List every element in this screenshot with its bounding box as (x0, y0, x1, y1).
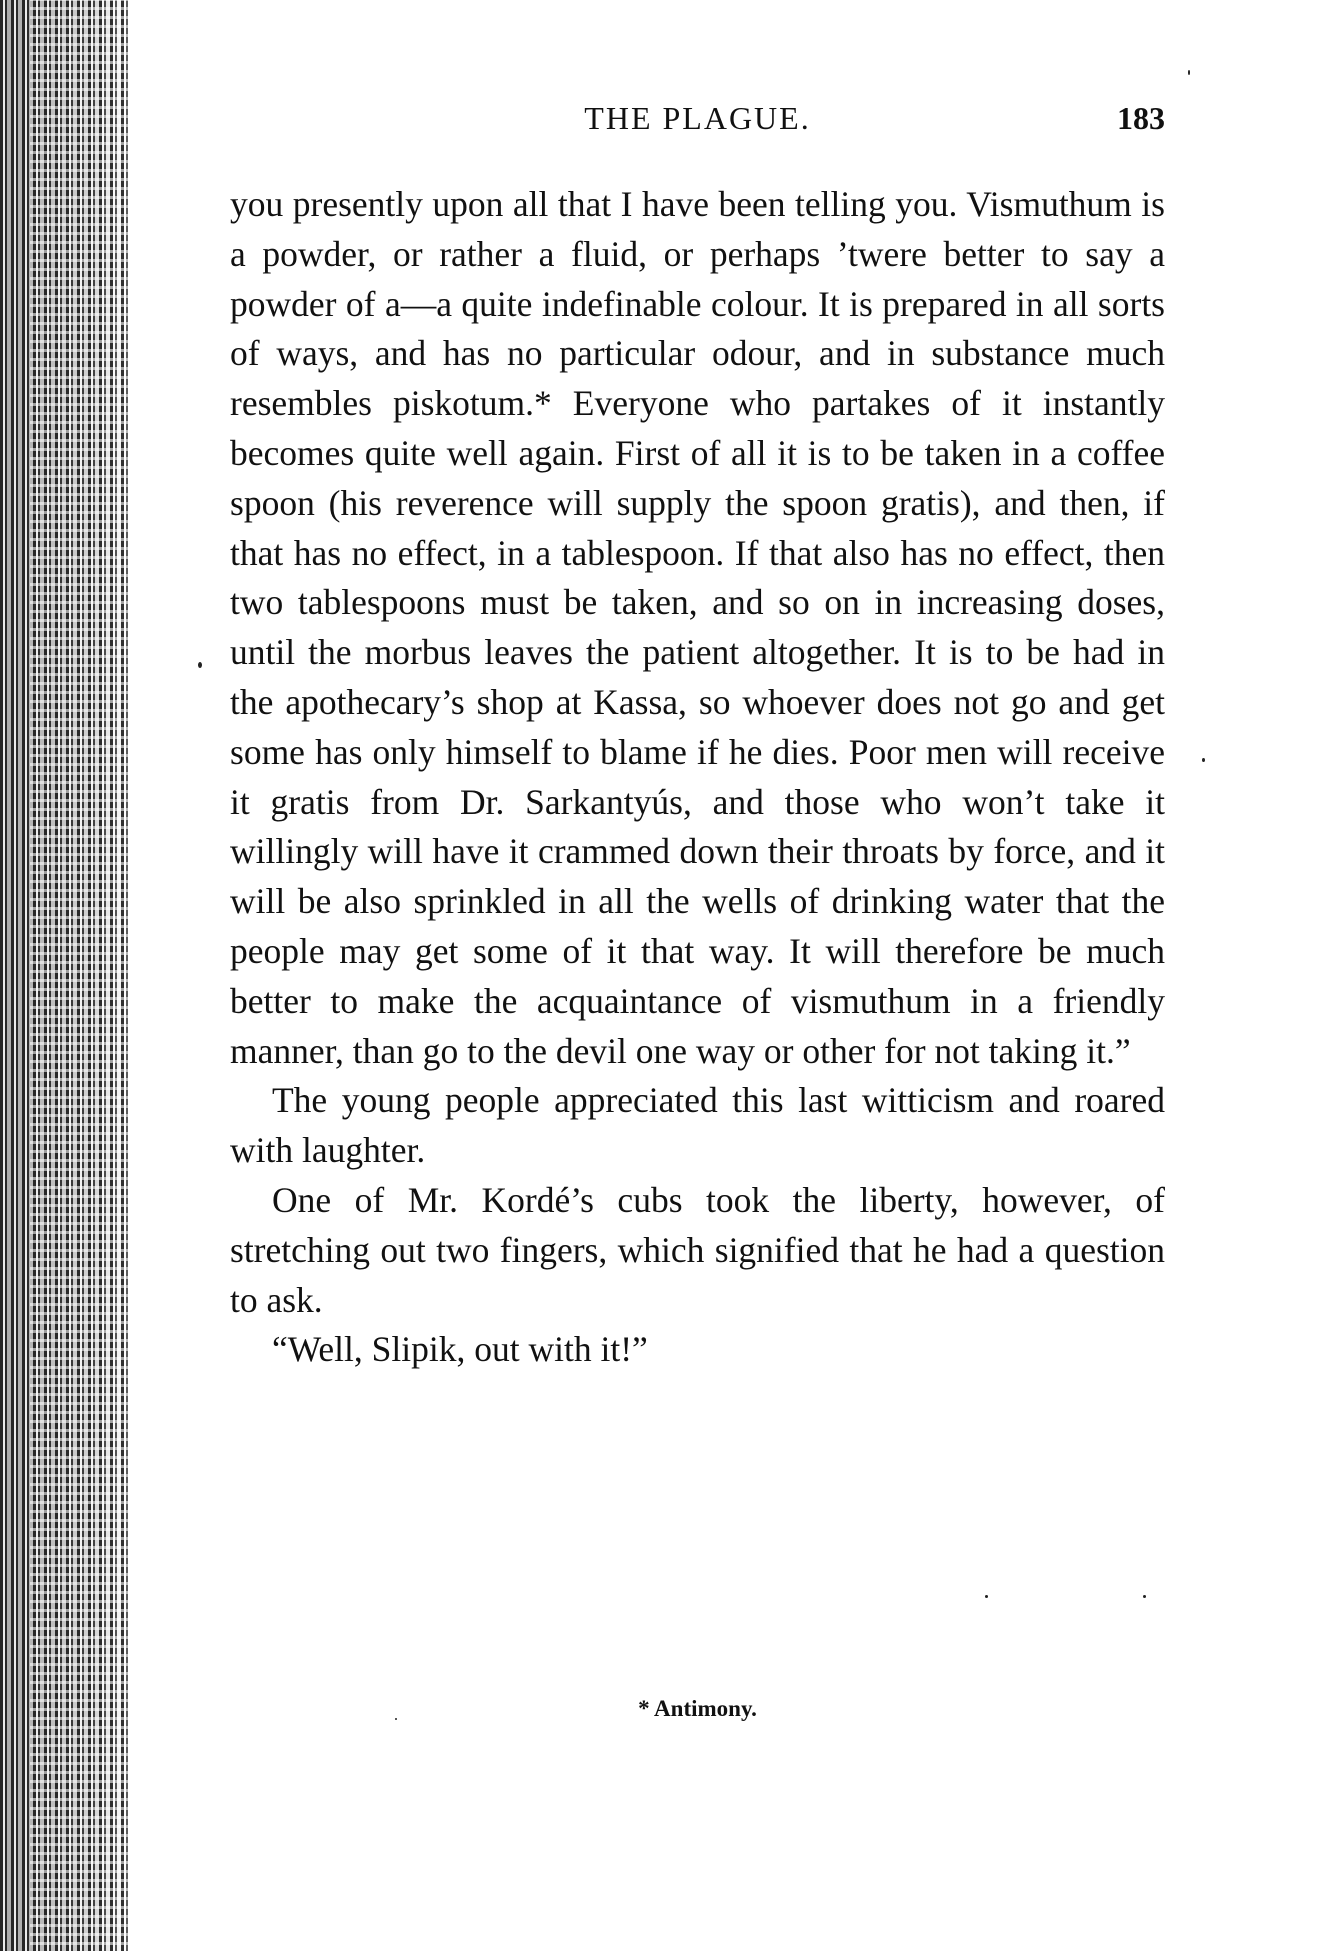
print-speck (1188, 70, 1190, 75)
print-speck (395, 1718, 397, 1720)
page-number: 183 (1117, 100, 1165, 136)
print-speck (1143, 1595, 1146, 1598)
print-speck (985, 1595, 988, 1598)
print-speck (198, 662, 202, 668)
paragraph-1: you presently upon all that I have been telling you. Vismuthum is a powder, or rather a fluid, or perhaps ’twere better to say a powder of a—a quite indefinable colour. It is prepared in all sorts of ways, and has no particular odour, and in substance much resembles piskotum.* Everyone who partakes of it instantly becomes quite well again. First of all it is to be taken in a coffee spoon (his reverence will supply the spoon gratis), and then, if that has no effect, in a tablespoon. If that also has no effect, then two tablespoons must be taken, and so on in increasing doses, until the morbus leaves the patient altogether. It is to be had in the apothecary’s shop at Kassa, so whoever does not go and get some has only himself to blame if he dies. Poor men will receive it gratis from Dr. Sarkantyús, and those who won’t take it willingly will have it crammed down their throats by force, and it will be also sprinkled in all the wells of drinking water that the people may get some of it that way. It will therefore be much better to make the acquaintance of vismuthum in a friendly manner, than go to the devil one way or other for not taking it.” (230, 184, 1165, 1071)
paragraph-3: One of Mr. Kordé’s cubs took the liberty, however, of stretching out two fingers, which signified that he had a question to ask. (230, 1179, 1165, 1320)
paragraph-4: “Well, Slipik, out with it!” (272, 1329, 648, 1370)
running-title: THE PLAGUE. (584, 100, 811, 136)
print-speck (1202, 758, 1205, 762)
page-header (230, 100, 1165, 148)
paragraph-2: The young people appreciated this last witticism and roared with laughter. (230, 1080, 1165, 1171)
footnote: * Antimony. (638, 1696, 757, 1721)
page-body (230, 180, 1165, 1375)
binding-edge-texture (30, 0, 130, 1951)
